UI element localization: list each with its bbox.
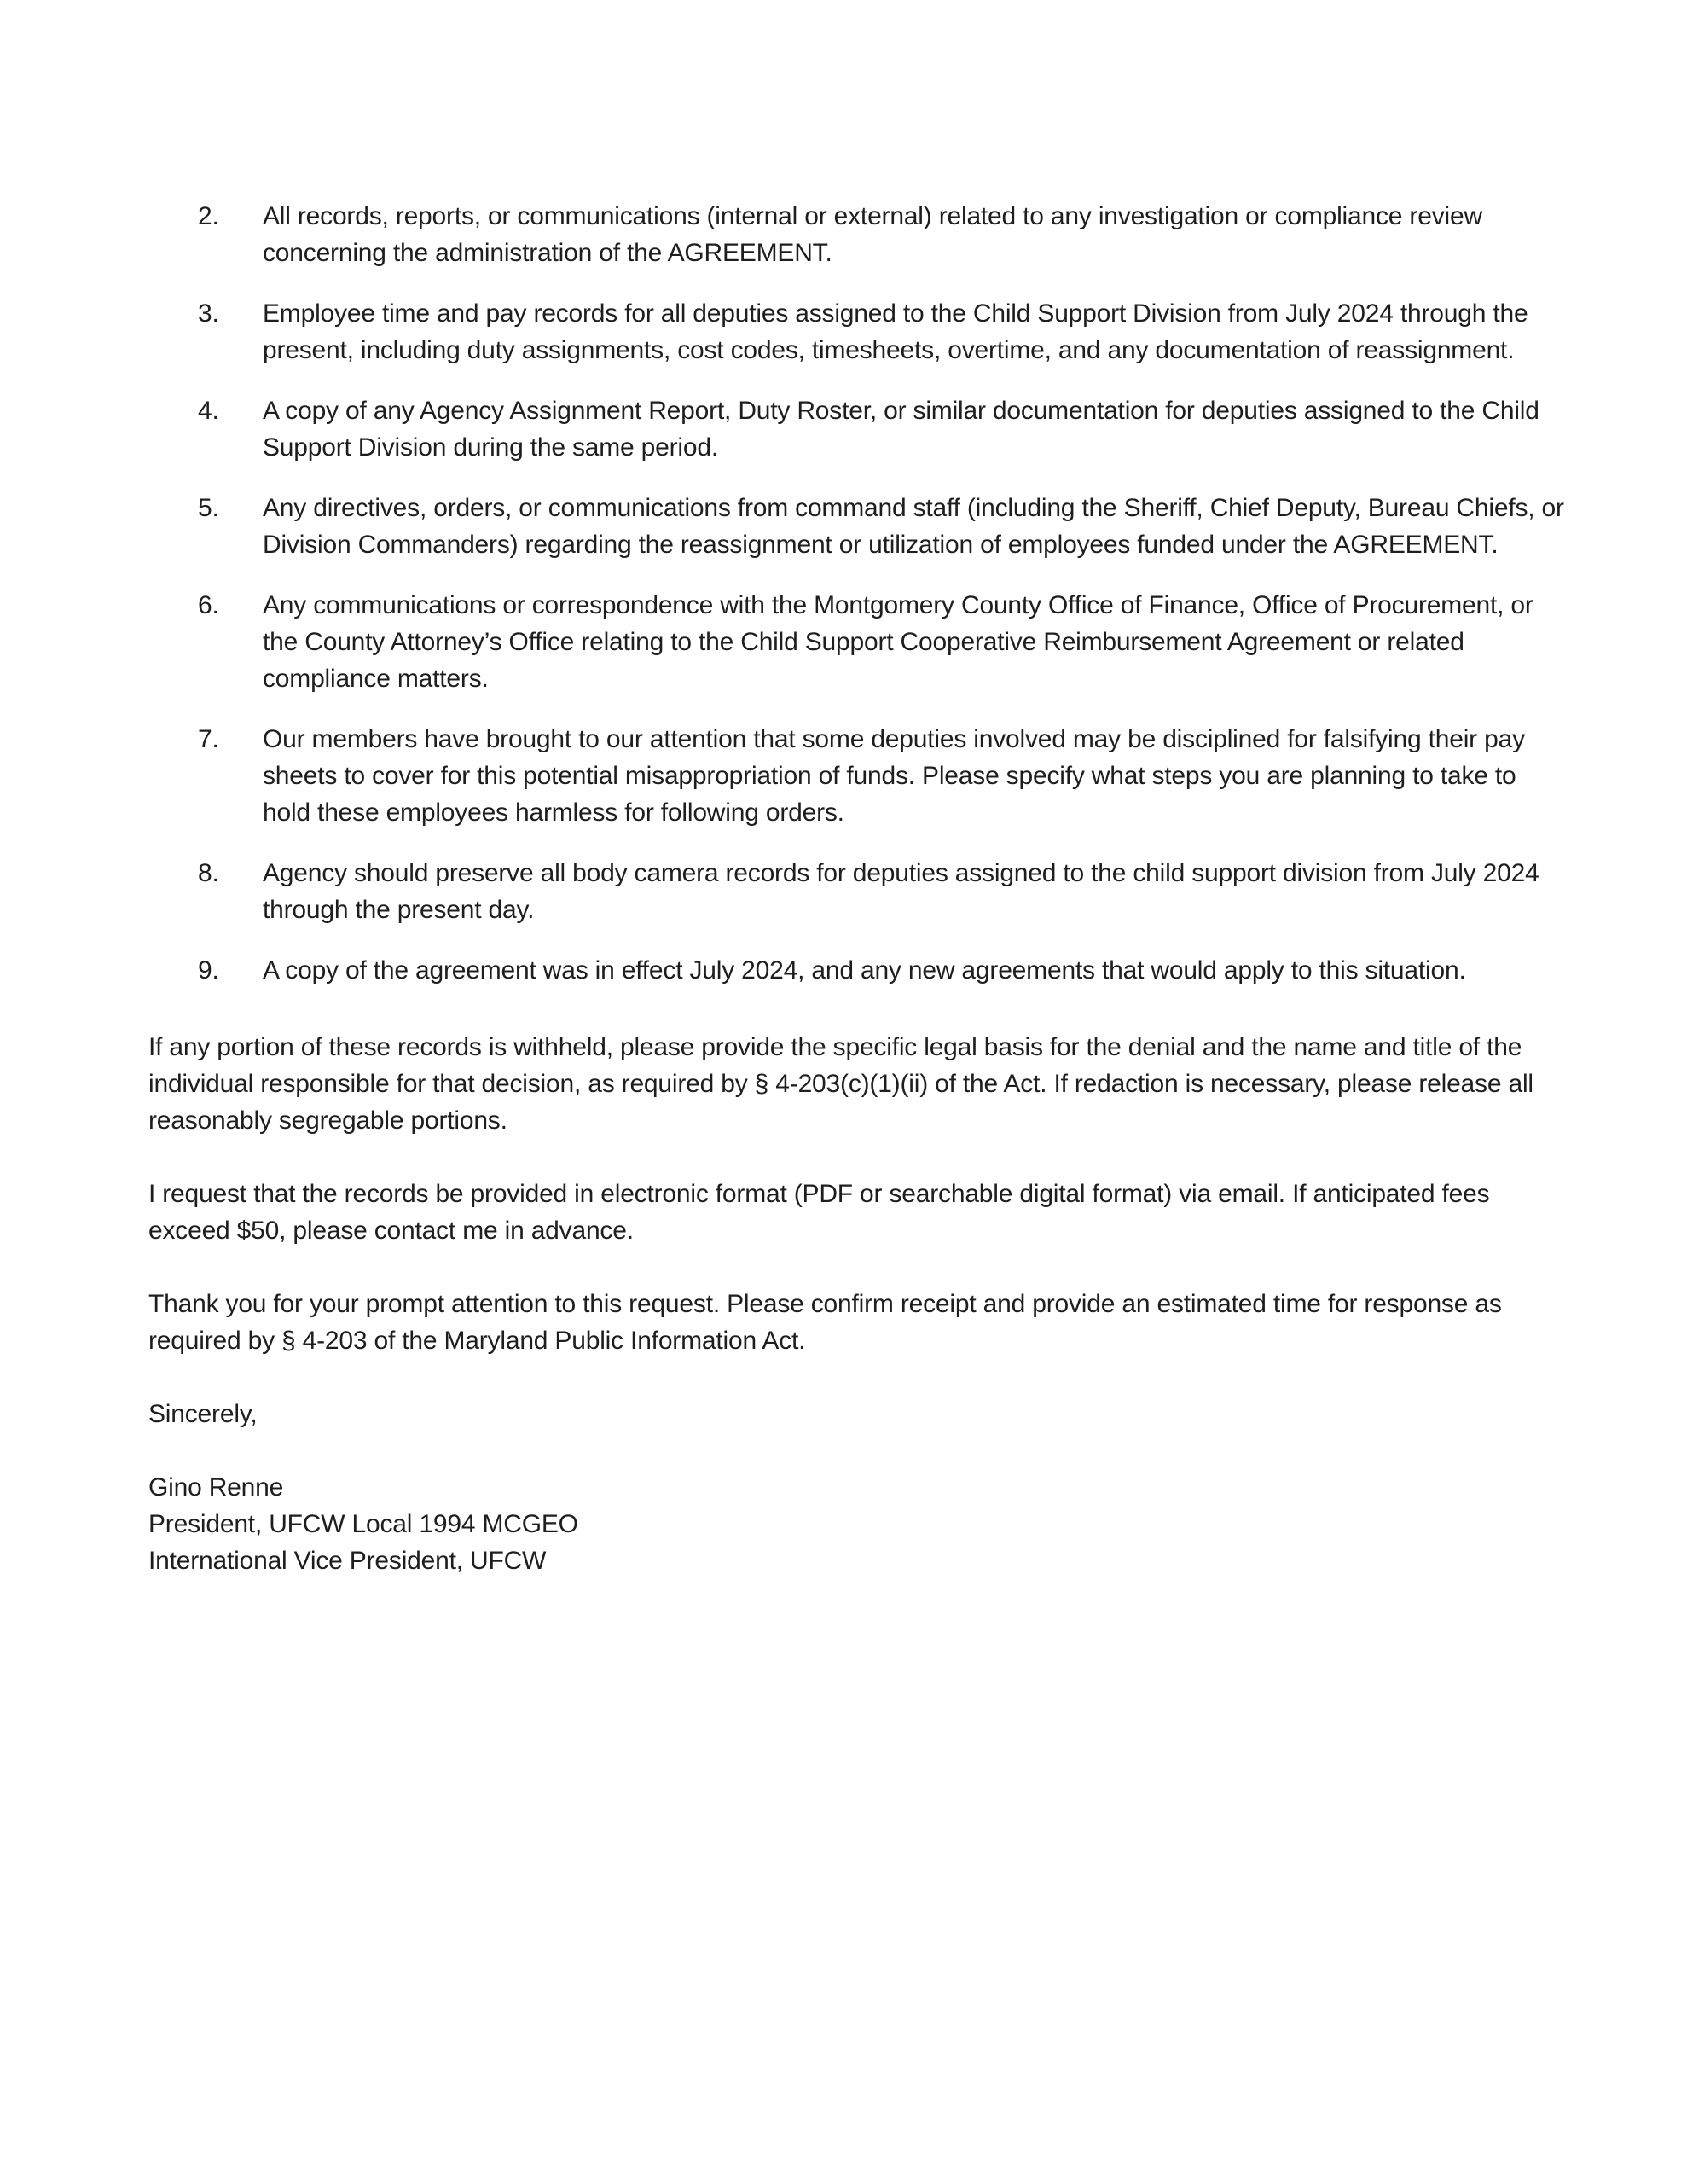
request-text: All records, reports, or communications (internal or external) related to any investigation or compliance review concerning the administration of the AGREEMENT. bbox=[263, 202, 1482, 267]
request-text: A copy of any Agency Assignment Report, Duty Roster, or similar documentation for deputies assigned to the Child Support Division during the same period. bbox=[263, 397, 1539, 462]
request-number: 5. bbox=[198, 494, 219, 522]
signature-block bbox=[148, 1469, 1564, 1579]
request-text: Our members have brought to our attention that some deputies involved may be disciplined for falsifying their pay sheets to cover for this potential misappropriation of funds. Please specify what steps you are planning to take to hold these employees harmless for following orders. bbox=[263, 725, 1525, 827]
request-number: 2. bbox=[198, 202, 219, 230]
request-item bbox=[148, 952, 1564, 989]
letter-body bbox=[148, 198, 1564, 1579]
request-item bbox=[148, 721, 1564, 831]
request-text: Employee time and pay records for all deputies assigned to the Child Support Division from July 2024 through the present, including duty assignments, cost codes, timesheets, overtime, and any documentation of reassignment. bbox=[263, 299, 1528, 364]
request-number: 9. bbox=[198, 956, 219, 985]
signer-name: Gino Renne bbox=[148, 1473, 284, 1502]
request-item bbox=[148, 392, 1564, 466]
request-text: Agency should preserve all body camera records for deputies assigned to the child support division from July 2024 through the present day. bbox=[263, 859, 1539, 924]
request-item bbox=[148, 198, 1564, 271]
signer-title: President, UFCW Local 1994 MCGEO bbox=[148, 1510, 578, 1538]
records-request-list bbox=[148, 198, 1564, 989]
request-number: 6. bbox=[198, 591, 219, 619]
request-number: 8. bbox=[198, 859, 219, 887]
signer-title-secondary: International Vice President, UFCW bbox=[148, 1547, 547, 1575]
request-item bbox=[148, 295, 1564, 369]
request-number: 3. bbox=[198, 299, 219, 328]
request-item bbox=[148, 490, 1564, 563]
request-item bbox=[148, 587, 1564, 697]
request-text: Any communications or correspondence with the Montgomery County Office of Finance, Office of Procurement, or the County Attorney’s Office relating to the Child Support Cooperative Reimbursement Agreement or related compliance matters. bbox=[263, 591, 1533, 693]
thank-you-paragraph: Thank you for your prompt attention to this request. Please confirm receipt and provide an estimated time for response as required by § 4-203 of the Maryland Public Information Act. bbox=[148, 1290, 1502, 1355]
request-text: A copy of the agreement was in effect July 2024, and any new agreements that would apply to this situation. bbox=[263, 956, 1466, 985]
request-number: 7. bbox=[198, 725, 219, 753]
request-text: Any directives, orders, or communications from command staff (including the Sheriff, Chief Deputy, Bureau Chiefs, or Division Commanders) regarding the reassignment or utilization of employees funded under the AGREEMENT. bbox=[263, 494, 1564, 559]
closing: Sincerely, bbox=[148, 1400, 258, 1428]
format-paragraph: I request that the records be provided in electronic format (PDF or searchable digital format) via email. If anticipated fees exceed $50, please contact me in advance. bbox=[148, 1180, 1490, 1245]
request-item bbox=[148, 855, 1564, 928]
request-number: 4. bbox=[198, 397, 219, 425]
withholding-paragraph: If any portion of these records is withheld, please provide the specific legal basis for the denial and the name and title of the individual responsible for that decision, as required by § 4-203(c)(1)(ii) of the Act. If redaction is necessary, please release all reasonably segregable portions. bbox=[148, 1033, 1533, 1135]
